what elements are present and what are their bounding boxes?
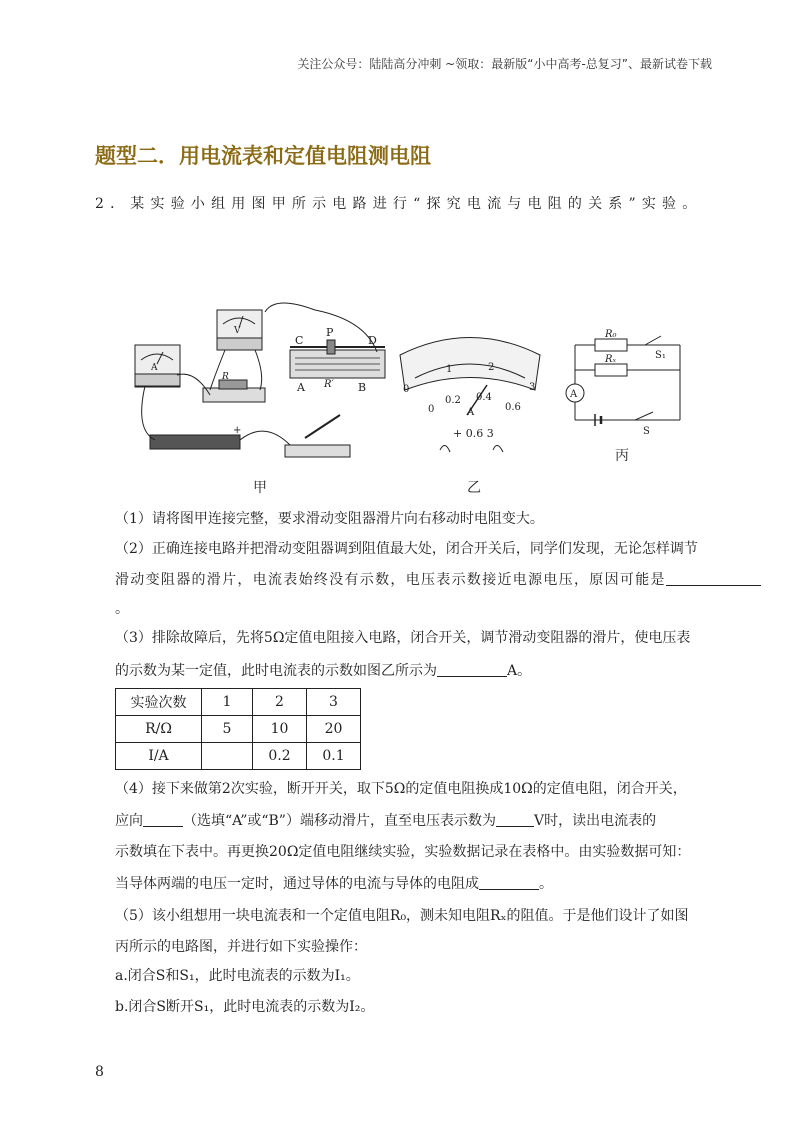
scale-bottom-2: 0.4 <box>476 392 492 403</box>
answer-blank-4c[interactable] <box>479 875 539 890</box>
rheostat-P: P <box>326 326 334 339</box>
scale-bottom-1: 0.2 <box>445 395 461 406</box>
bing-S: S <box>643 426 650 437</box>
table-cell: 5 <box>202 716 253 743</box>
part-4-line-3: 示数填在下表中。再更换20Ω定值电阻继续实验，实验数据记录在表格中。由实验数据可知： <box>115 844 691 860</box>
part-2-line-2 <box>115 569 761 589</box>
rheostat-Rp: R′ <box>324 379 334 390</box>
data-table <box>115 688 361 770</box>
scale-bottom-3: 0.6 <box>505 402 521 413</box>
yi-terminals: + 0.6 3 <box>453 427 494 440</box>
resistor-label: R <box>222 372 229 382</box>
part-3-line-2 <box>115 660 531 680</box>
rheostat-C: C <box>295 334 304 347</box>
part-2-line-1: （2）正确连接电路并把滑动变阻器调到阻值最大处，闭合开关后，同学们发现，无论怎样调节 <box>115 541 698 557</box>
bing-meter-label: A <box>570 389 578 400</box>
part-4-text-a: 应向 <box>115 813 143 829</box>
bing-Rx: Rₓ <box>605 354 617 365</box>
question-intro: 2．某实验小组用图甲所示电路进行“探究电流与电阻的关系”实验。 <box>95 196 703 212</box>
part-4-line-2 <box>115 810 656 830</box>
step-a: a.闭合S和S₁，此时电流表的示数为I₁。 <box>115 968 360 984</box>
table-cell: 20 <box>307 716 361 743</box>
part-2-text: 滑动变阻器的滑片，电流表始终没有示数，电压表示数接近电源电压，原因可能是 <box>115 572 666 588</box>
part-5-line-2: 丙所示的电路图，并进行如下实验操作： <box>115 939 367 955</box>
page-header: 关注公众号：陆陆高分冲刺 ~领取：最新版“小中高考-总复习”、最新试卷下载 <box>297 57 712 71</box>
part-2-line-3: 。 <box>115 601 129 617</box>
bing-S1: S₁ <box>655 350 666 361</box>
table-cell: 3 <box>307 689 361 716</box>
ammeter-label: A <box>151 363 158 373</box>
voltmeter-label: V <box>234 326 241 336</box>
svg-text:+: + <box>233 425 242 436</box>
figure-yi <box>400 338 540 497</box>
rheostat-B: B <box>358 381 367 394</box>
part-4-text-d: 当导体两端的电压一定时，通过导体的电流与导体的电阻成 <box>115 876 479 892</box>
table-cell: 0.1 <box>307 743 361 770</box>
figure-jia <box>135 303 385 496</box>
table-row <box>116 743 361 770</box>
part-1: （1）请将图甲连接完整，要求滑动变阻器滑片向右移动时电阻变大。 <box>115 511 544 527</box>
part-5-line-1: （5）该小组想用一块电流表和一个定值电阻R₀，测未知电阻Rₓ的阻值。于是他们设计了如图 <box>115 908 689 924</box>
part-4-line-1: （4）接下来做第2次实验，断开开关，取下5Ω的定值电阻换成10Ω的定值电阻，闭合开关， <box>115 781 687 797</box>
part-4-text-c: V时，读出电流表的 <box>533 813 657 829</box>
figure-bing <box>566 329 680 464</box>
scale-top-0: 0 <box>403 384 410 395</box>
answer-blank-4b[interactable] <box>496 812 534 827</box>
rheostat-A: A <box>297 381 305 394</box>
bing-R0: R₀ <box>605 329 617 340</box>
table-cell: 2 <box>253 689 307 716</box>
rheostat-D: D <box>368 334 377 347</box>
scale-top-3: 3 <box>529 382 536 393</box>
part-3-text: 的示数为某一定值，此时电流表的示数如图乙所示为 <box>115 663 437 679</box>
table-cell: 0.2 <box>253 743 307 770</box>
page-number: 8 <box>95 1064 104 1080</box>
table-cell: 实验次数 <box>116 689 202 716</box>
part-3-unit: A。 <box>507 663 532 679</box>
circuit-figure <box>115 300 695 500</box>
table-cell: 10 <box>253 716 307 743</box>
scale-bottom-0: 0 <box>428 404 435 415</box>
label-jia: 甲 <box>253 480 267 496</box>
answer-blank-4a[interactable] <box>143 812 183 827</box>
part-4-text-b: （选填“A”或“B”）端移动滑片，直至电压表示数为 <box>183 813 496 829</box>
part-4-end: 。 <box>539 876 553 892</box>
label-bing: 丙 <box>615 448 629 464</box>
table-row <box>116 716 361 743</box>
table-cell: 1 <box>202 689 253 716</box>
table-cell[interactable] <box>202 743 253 770</box>
scale-top-1: 1 <box>446 364 453 375</box>
table-cell: R/Ω <box>116 716 202 743</box>
answer-blank-3[interactable] <box>437 662 507 677</box>
section-title: 题型二．用电流表和定值电阻测电阻 <box>95 144 431 168</box>
part-4-line-4 <box>115 873 553 893</box>
table-row <box>116 689 361 716</box>
table-cell: I/A <box>116 743 202 770</box>
part-3-line-1: （3）排除故障后，先将5Ω定值电阻接入电路，闭合开关，调节滑动变阻器的滑片，使电压表 <box>115 630 691 646</box>
yi-meter-label: A <box>467 407 475 418</box>
label-yi: 乙 <box>467 480 481 496</box>
scale-top-2: 2 <box>488 362 495 373</box>
step-b: b.闭合S断开S₁，此时电流表的示数为I₂。 <box>115 999 375 1015</box>
answer-blank-2[interactable] <box>666 571 761 586</box>
